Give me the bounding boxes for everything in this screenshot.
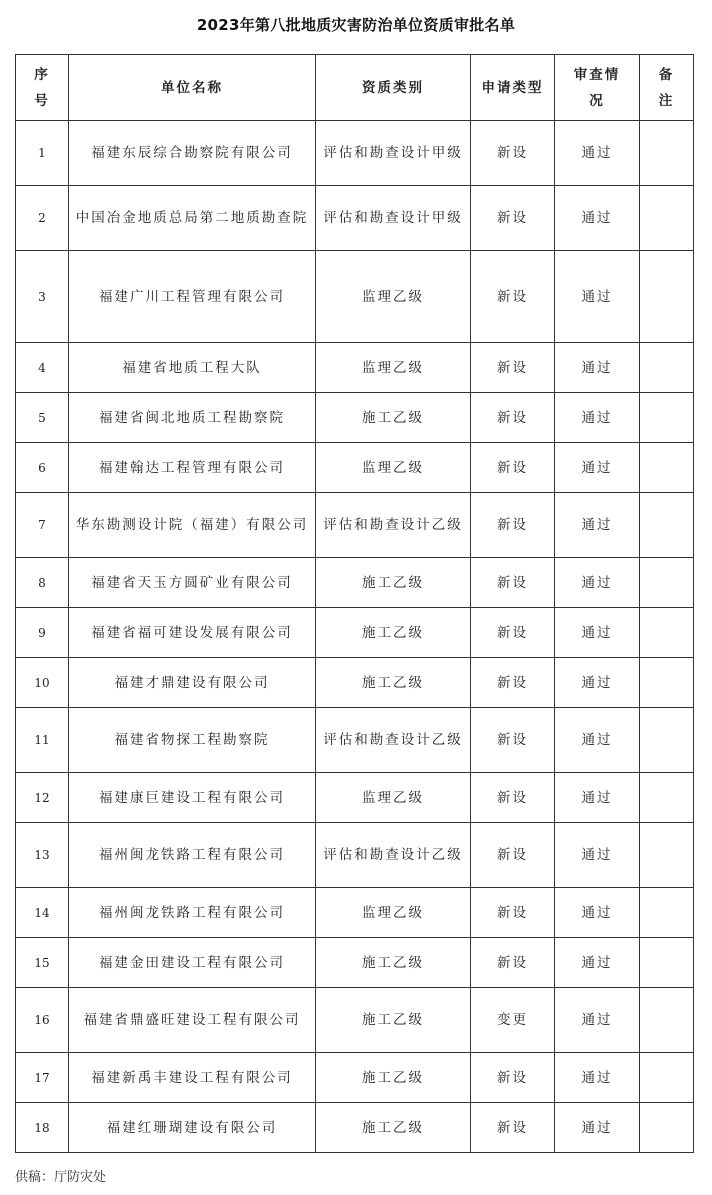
table-row <box>16 773 694 823</box>
cell-review-status: 通过 <box>555 186 640 251</box>
table-row <box>16 251 694 343</box>
table-row <box>16 121 694 186</box>
cell-remark <box>640 708 694 773</box>
cell-remark <box>640 443 694 493</box>
cell-remark <box>640 658 694 708</box>
cell-review-status: 通过 <box>555 658 640 708</box>
table-row <box>16 393 694 443</box>
cell-review-status: 通过 <box>555 888 640 938</box>
cell-qualification: 评估和勘查设计甲级 <box>316 121 471 186</box>
table-row <box>16 708 694 773</box>
cell-apply-type: 新设 <box>471 658 555 708</box>
cell-qualification: 监理乙级 <box>316 888 471 938</box>
cell-unit-name: 中国冶金地质总局第二地质勘查院 <box>69 186 316 251</box>
cell-apply-type: 新设 <box>471 186 555 251</box>
cell-unit-name: 福建东辰综合勘察院有限公司 <box>69 121 316 186</box>
cell-remark <box>640 608 694 658</box>
cell-seq: 5 <box>16 393 69 443</box>
cell-qualification: 监理乙级 <box>316 773 471 823</box>
table-row <box>16 988 694 1053</box>
cell-qualification: 施工乙级 <box>316 938 471 988</box>
table-row <box>16 558 694 608</box>
table-row <box>16 493 694 558</box>
cell-unit-name: 福建省闽北地质工程勘察院 <box>69 393 316 443</box>
cell-review-status: 通过 <box>555 251 640 343</box>
cell-review-status: 通过 <box>555 608 640 658</box>
cell-unit-name: 福建新禹丰建设工程有限公司 <box>69 1053 316 1103</box>
cell-unit-name: 福州闽龙铁路工程有限公司 <box>69 888 316 938</box>
cell-unit-name: 福建省物探工程勘察院 <box>69 708 316 773</box>
approval-table <box>15 54 694 1153</box>
cell-unit-name: 福建金田建设工程有限公司 <box>69 938 316 988</box>
header-apply-type: 申请类型 <box>471 55 555 121</box>
cell-review-status: 通过 <box>555 558 640 608</box>
cell-apply-type: 新设 <box>471 393 555 443</box>
cell-remark <box>640 186 694 251</box>
table-row <box>16 1053 694 1103</box>
cell-qualification: 施工乙级 <box>316 988 471 1053</box>
cell-review-status: 通过 <box>555 343 640 393</box>
cell-unit-name: 福建省地质工程大队 <box>69 343 316 393</box>
cell-seq: 11 <box>16 708 69 773</box>
cell-apply-type: 新设 <box>471 251 555 343</box>
cell-unit-name: 福建广川工程管理有限公司 <box>69 251 316 343</box>
cell-apply-type: 新设 <box>471 343 555 393</box>
cell-review-status: 通过 <box>555 121 640 186</box>
cell-review-status: 通过 <box>555 1053 640 1103</box>
cell-remark <box>640 343 694 393</box>
cell-review-status: 通过 <box>555 708 640 773</box>
cell-review-status: 通过 <box>555 393 640 443</box>
cell-seq: 10 <box>16 658 69 708</box>
cell-apply-type: 变更 <box>471 988 555 1053</box>
cell-seq: 3 <box>16 251 69 343</box>
cell-remark <box>640 938 694 988</box>
cell-seq: 13 <box>16 823 69 888</box>
header-remark: 备注 <box>640 55 694 121</box>
cell-apply-type: 新设 <box>471 608 555 658</box>
table-row <box>16 938 694 988</box>
header-seq: 序号 <box>16 55 69 121</box>
cell-review-status: 通过 <box>555 938 640 988</box>
page-title: 2023年第八批地质灾害防治单位资质审批名单 <box>196 16 516 34</box>
cell-qualification: 监理乙级 <box>316 251 471 343</box>
cell-seq: 7 <box>16 493 69 558</box>
header-review: 审查情况 <box>555 55 640 121</box>
cell-qualification: 施工乙级 <box>316 1053 471 1103</box>
cell-seq: 18 <box>16 1103 69 1153</box>
cell-seq: 1 <box>16 121 69 186</box>
header-category: 资质类别 <box>316 55 471 121</box>
cell-apply-type: 新设 <box>471 121 555 186</box>
table-body <box>16 121 694 1153</box>
cell-qualification: 施工乙级 <box>316 1103 471 1153</box>
cell-apply-type: 新设 <box>471 938 555 988</box>
cell-seq: 4 <box>16 343 69 393</box>
table-row <box>16 658 694 708</box>
cell-qualification: 施工乙级 <box>316 608 471 658</box>
cell-unit-name: 福建翰达工程管理有限公司 <box>69 443 316 493</box>
cell-remark <box>640 251 694 343</box>
footer-source: 供稿：厅防灾处 <box>15 1170 107 1185</box>
cell-remark <box>640 988 694 1053</box>
cell-remark <box>640 1103 694 1153</box>
table-row <box>16 443 694 493</box>
cell-remark <box>640 823 694 888</box>
cell-qualification: 施工乙级 <box>316 658 471 708</box>
table-row <box>16 186 694 251</box>
cell-seq: 2 <box>16 186 69 251</box>
cell-review-status: 通过 <box>555 988 640 1053</box>
table-row <box>16 823 694 888</box>
cell-qualification: 监理乙级 <box>316 443 471 493</box>
cell-review-status: 通过 <box>555 1103 640 1153</box>
cell-qualification: 施工乙级 <box>316 558 471 608</box>
cell-qualification: 评估和勘查设计甲级 <box>316 186 471 251</box>
cell-qualification: 评估和勘查设计乙级 <box>316 823 471 888</box>
cell-unit-name: 福建省福可建设发展有限公司 <box>69 608 316 658</box>
cell-unit-name: 福建省鼎盛旺建设工程有限公司 <box>69 988 316 1053</box>
cell-qualification: 评估和勘查设计乙级 <box>316 708 471 773</box>
cell-qualification: 监理乙级 <box>316 343 471 393</box>
cell-unit-name: 福州闽龙铁路工程有限公司 <box>69 823 316 888</box>
table-row <box>16 888 694 938</box>
cell-seq: 8 <box>16 558 69 608</box>
cell-unit-name: 福建红珊瑚建设有限公司 <box>69 1103 316 1153</box>
table-row <box>16 343 694 393</box>
cell-apply-type: 新设 <box>471 773 555 823</box>
cell-apply-type: 新设 <box>471 888 555 938</box>
cell-apply-type: 新设 <box>471 1103 555 1153</box>
cell-review-status: 通过 <box>555 493 640 558</box>
cell-seq: 14 <box>16 888 69 938</box>
cell-seq: 17 <box>16 1053 69 1103</box>
cell-remark <box>640 393 694 443</box>
cell-seq: 12 <box>16 773 69 823</box>
cell-unit-name: 福建省天玉方圆矿业有限公司 <box>69 558 316 608</box>
cell-unit-name: 福建才鼎建设有限公司 <box>69 658 316 708</box>
cell-review-status: 通过 <box>555 823 640 888</box>
cell-unit-name: 华东勘测设计院（福建）有限公司 <box>69 493 316 558</box>
cell-remark <box>640 558 694 608</box>
cell-unit-name: 福建康巨建设工程有限公司 <box>69 773 316 823</box>
cell-remark <box>640 1053 694 1103</box>
cell-apply-type: 新设 <box>471 823 555 888</box>
cell-apply-type: 新设 <box>471 1053 555 1103</box>
cell-qualification: 评估和勘查设计乙级 <box>316 493 471 558</box>
cell-apply-type: 新设 <box>471 443 555 493</box>
table-row <box>16 608 694 658</box>
cell-remark <box>640 773 694 823</box>
cell-seq: 6 <box>16 443 69 493</box>
header-name: 单位名称 <box>69 55 316 121</box>
cell-seq: 16 <box>16 988 69 1053</box>
cell-review-status: 通过 <box>555 773 640 823</box>
cell-remark <box>640 888 694 938</box>
cell-apply-type: 新设 <box>471 493 555 558</box>
cell-remark <box>640 121 694 186</box>
cell-apply-type: 新设 <box>471 708 555 773</box>
cell-remark <box>640 493 694 558</box>
table-header-row <box>16 55 694 121</box>
cell-qualification: 施工乙级 <box>316 393 471 443</box>
cell-seq: 9 <box>16 608 69 658</box>
table-row <box>16 1103 694 1153</box>
cell-review-status: 通过 <box>555 443 640 493</box>
cell-seq: 15 <box>16 938 69 988</box>
cell-apply-type: 新设 <box>471 558 555 608</box>
